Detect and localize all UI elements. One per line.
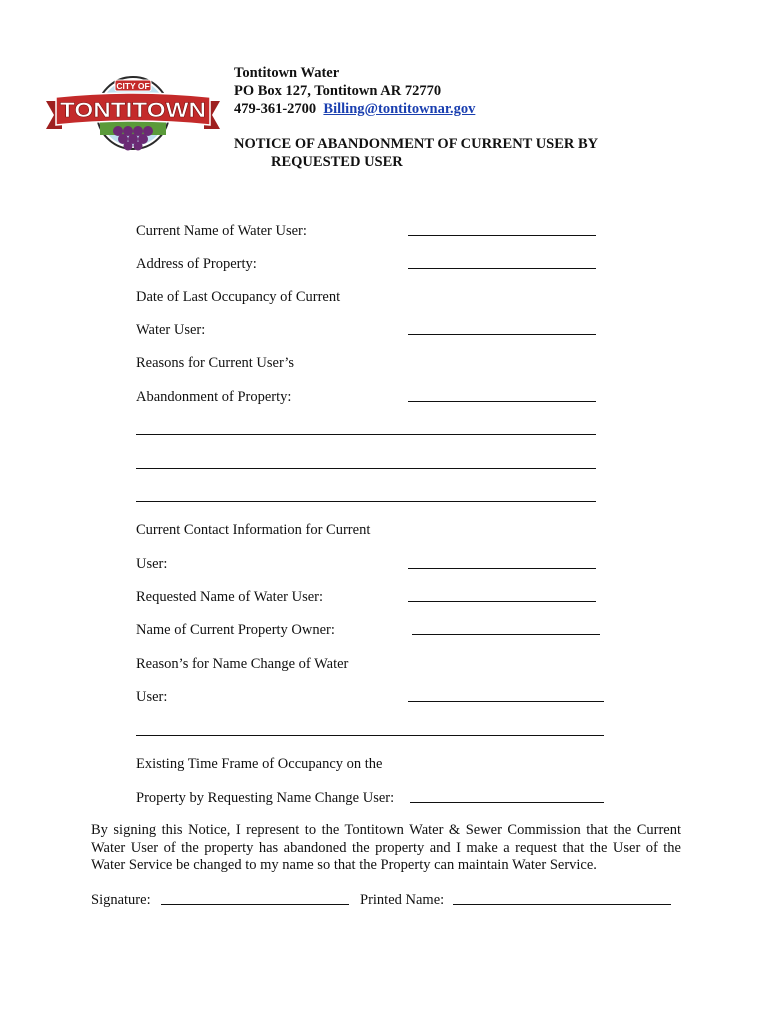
contact-field[interactable]: [408, 568, 596, 569]
last-occupancy-label-2: Water User:: [136, 322, 206, 338]
timeframe-field[interactable]: [410, 802, 604, 803]
requested-name-label: Requested Name of Water User:: [136, 589, 323, 605]
address-field[interactable]: [408, 268, 596, 269]
printed-name-field[interactable]: [453, 904, 671, 905]
current-name-field[interactable]: [408, 235, 596, 236]
contact-line: [234, 100, 475, 118]
org-address: PO Box 127, Tontitown AR 72770: [234, 83, 442, 99]
tontitown-logo: [42, 75, 224, 153]
signature-field[interactable]: [161, 904, 349, 905]
reasons-extra-line-2[interactable]: [136, 468, 596, 469]
reason-change-label-2: User:: [136, 689, 168, 705]
contact-label-2: User:: [136, 556, 168, 572]
last-occupancy-label-1: Date of Last Occupancy of Current: [136, 289, 341, 305]
last-occupancy-field[interactable]: [408, 334, 596, 335]
address-label: Address of Property:: [136, 256, 257, 272]
reasons-extra-line-1[interactable]: [136, 434, 596, 435]
owner-label: Name of Current Property Owner:: [136, 622, 335, 638]
contact-label-1: Current Contact Information for Current: [136, 522, 371, 538]
form-title-line2: REQUESTED USER: [271, 154, 403, 170]
timeframe-label-2: Property by Requesting Name Change User:: [136, 790, 395, 806]
reasons-field[interactable]: [408, 401, 596, 402]
reason-change-label-1: Reason’s for Name Change of Water: [136, 656, 349, 672]
form-title-line1: NOTICE OF ABANDONMENT OF CURRENT USER BY: [234, 136, 599, 152]
reason-change-extra-line[interactable]: [136, 735, 604, 736]
printed-name-label: Printed Name:: [360, 892, 445, 908]
reasons-extra-line-3[interactable]: [136, 501, 596, 502]
org-name: Tontitown Water: [234, 65, 340, 81]
statement-paragraph: By signing this Notice, I represent to the Tontitown Water & Sewer Commission that the Current Water User of the property has abandoned the property and I make a request that the User of the Water Service be changed to my name so that the Property can maintain Water Service.: [91, 822, 681, 873]
org-phone: 479-361-2700: [234, 101, 317, 117]
logo-main-text: TONTITOWN: [60, 99, 206, 122]
email-link[interactable]: Billing@tontitownar.gov: [323, 101, 476, 117]
signature-label: Signature:: [91, 892, 151, 908]
current-name-label: Current Name of Water User:: [136, 223, 307, 239]
requested-name-field[interactable]: [408, 601, 596, 602]
reasons-label-2: Abandonment of Property:: [136, 389, 292, 405]
owner-field[interactable]: [412, 634, 600, 635]
logo-top-text: CITY OF: [116, 81, 150, 91]
timeframe-label-1: Existing Time Frame of Occupancy on the: [136, 756, 383, 772]
reason-change-field[interactable]: [408, 701, 604, 702]
reasons-label-1: Reasons for Current User’s: [136, 355, 294, 371]
